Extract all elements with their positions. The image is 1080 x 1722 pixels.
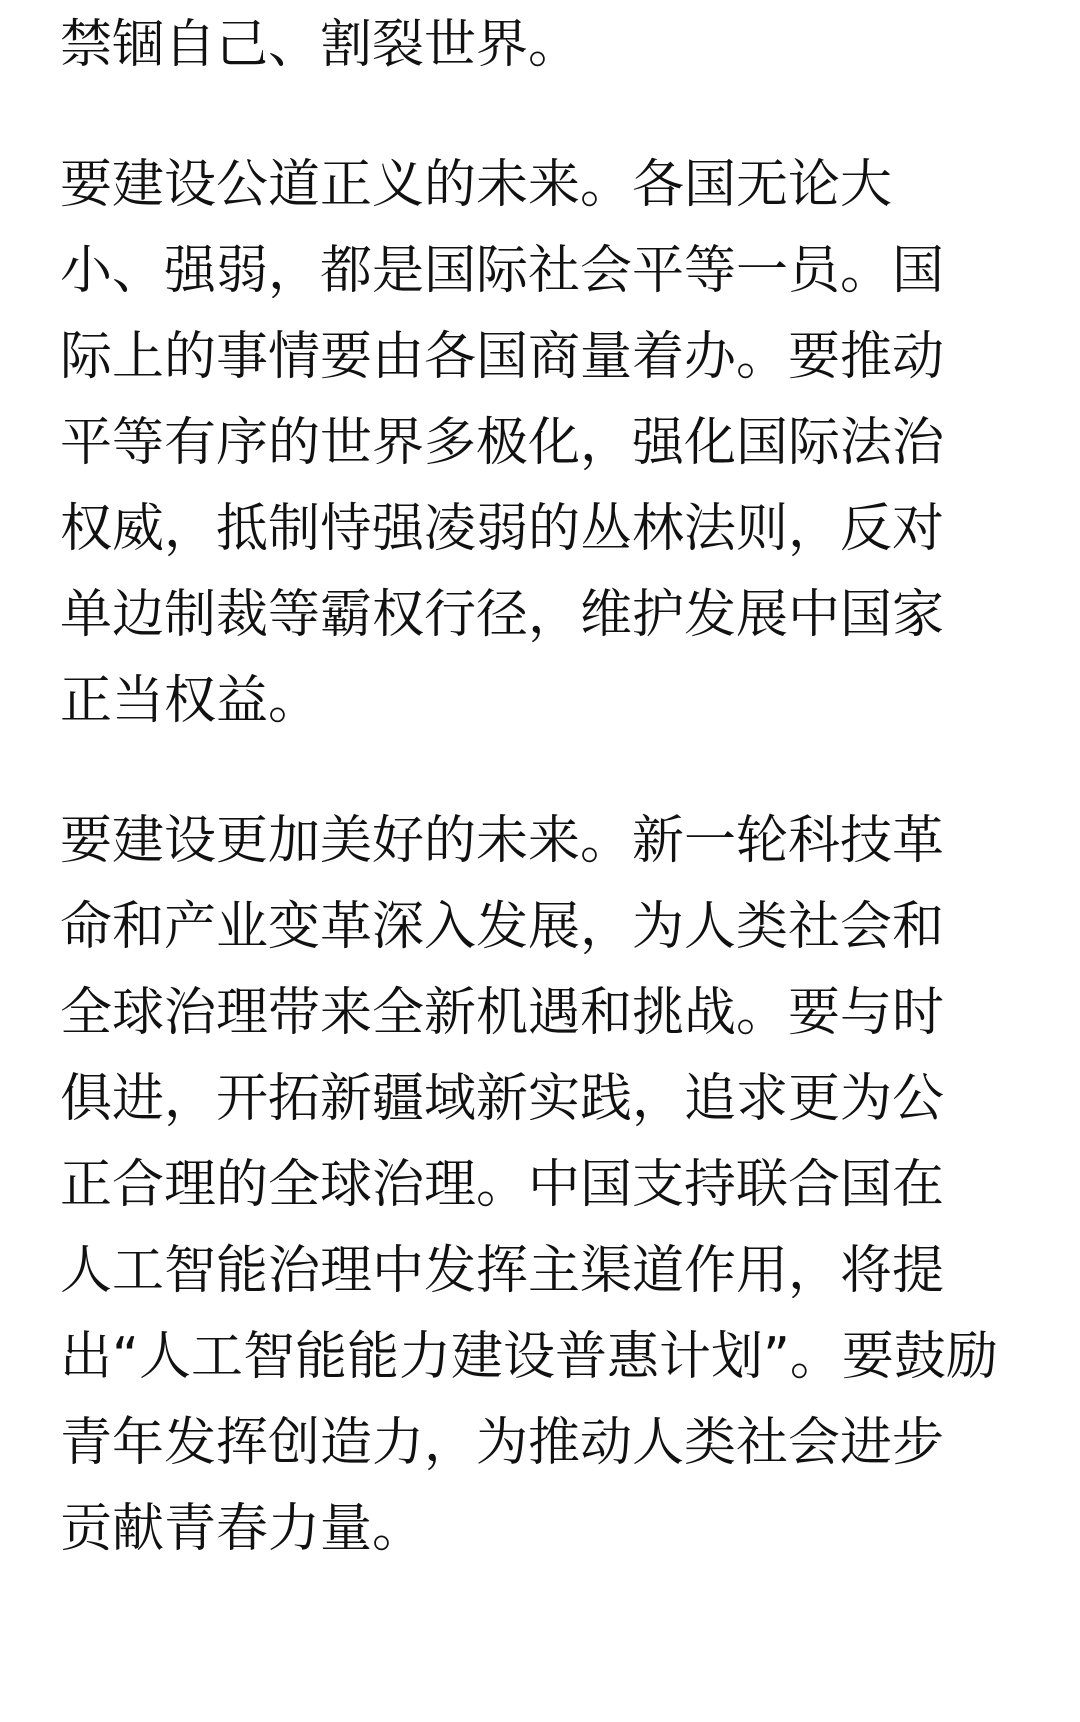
- paragraph-line: 权威，抵制恃强凌弱的丛林法则，反对: [60, 499, 945, 559]
- paragraph-3: [60, 798, 1020, 1572]
- paragraph-spacer: [60, 744, 1080, 798]
- paragraph-line: 正当权益。: [60, 671, 321, 731]
- paragraph-line: 要建设更加美好的未来。新一轮科技革: [60, 811, 945, 871]
- paragraph-line: 贡献青春力量。: [60, 1499, 425, 1559]
- paragraph-line: 人工智能治理中发挥主渠道作用，将提: [60, 1241, 945, 1301]
- paragraph-line: 青年发挥创造力，为推动人类社会进步: [60, 1413, 945, 1473]
- paragraph-line: 单边制裁等霸权行径，维护发展中国家: [60, 585, 945, 645]
- paragraph-line: 平等有序的世界多极化，强化国际法治: [60, 413, 945, 473]
- paragraph-line: 际上的事情要由各国商量着办。要推动: [60, 327, 945, 387]
- paragraph-1: [60, 2, 1020, 88]
- paragraph-line: 俱进，开拓新疆域新实践，追求更为公: [60, 1069, 945, 1129]
- paragraph-line: 出“人工智能能力建设普惠计划”。要鼓励: [60, 1327, 998, 1387]
- paragraph-2: [60, 142, 1020, 744]
- paragraph-spacer: [60, 88, 1080, 142]
- paragraph-line: 正合理的全球治理。中国支持联合国在: [60, 1155, 945, 1215]
- paragraph-line: 小、强弱，都是国际社会平等一员。国: [60, 241, 945, 301]
- paragraph-line: 命和产业变革深入发展，为人类社会和: [60, 897, 945, 957]
- paragraph-line: 全球治理带来全新机遇和挑战。要与时: [60, 983, 945, 1043]
- paragraph-line: 要建设公道正义的未来。各国无论大: [60, 155, 893, 215]
- paragraph-line: 禁锢自己、割裂世界。: [60, 15, 581, 75]
